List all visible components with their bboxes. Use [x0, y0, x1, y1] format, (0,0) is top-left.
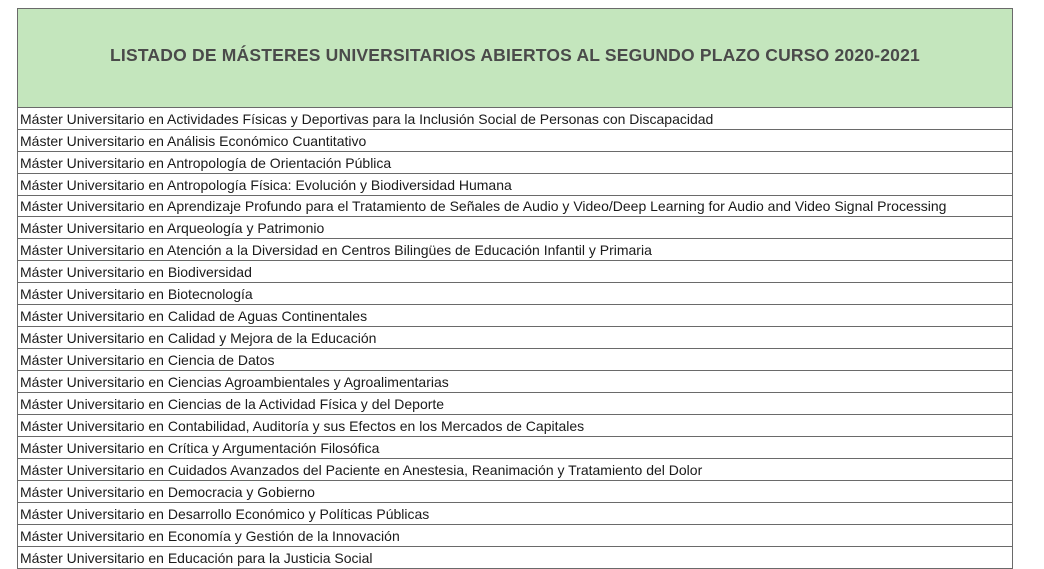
- table-row[interactable]: Máster Universitario en Arqueología y Patrimonio: [18, 217, 1012, 239]
- table-row[interactable]: Máster Universitario en Aprendizaje Profundo para el Tratamiento de Señales de Audio y Video/Deep Learning for Audio and Video Signal Processing: [18, 196, 1012, 217]
- table-row[interactable]: Máster Universitario en Ciencia de Datos: [18, 349, 1012, 371]
- table-row[interactable]: Máster Universitario en Cuidados Avanzados del Paciente en Anestesia, Reanimación y Tratamiento del Dolor: [18, 459, 1012, 481]
- table-row[interactable]: Máster Universitario en Actividades Físicas y Deportivas para la Inclusión Social de Personas con Discapacidad: [18, 108, 1012, 130]
- table-row[interactable]: Máster Universitario en Análisis Económico Cuantitativo: [18, 130, 1012, 152]
- table-row[interactable]: Máster Universitario en Antropología Física: Evolución y Biodiversidad Humana: [18, 174, 1012, 196]
- header-cell[interactable]: [17, 8, 1013, 108]
- table-row[interactable]: Máster Universitario en Democracia y Gobierno: [18, 481, 1012, 503]
- table-row[interactable]: Máster Universitario en Biotecnología: [18, 283, 1012, 305]
- table-row[interactable]: Máster Universitario en Crítica y Argumentación Filosófica: [18, 437, 1012, 459]
- table-row[interactable]: Máster Universitario en Biodiversidad: [18, 261, 1012, 283]
- table-row[interactable]: Máster Universitario en Calidad de Aguas Continentales: [18, 305, 1012, 327]
- table-row[interactable]: Máster Universitario en Atención a la Diversidad en Centros Bilingües de Educación Infantil y Primaria: [18, 239, 1012, 261]
- table-row[interactable]: Máster Universitario en Contabilidad, Auditoría y sus Efectos en los Mercados de Capitales: [18, 415, 1012, 437]
- table-row[interactable]: Máster Universitario en Antropología de Orientación Pública: [18, 152, 1012, 174]
- table-row[interactable]: Máster Universitario en Economía y Gestión de la Innovación: [18, 525, 1012, 547]
- page-title: LISTADO DE MÁSTERES UNIVERSITARIOS ABIERTOS AL SEGUNDO PLAZO CURSO 2020-2021: [110, 44, 920, 65]
- table-row[interactable]: Máster Universitario en Ciencias de la Actividad Física y del Deporte: [18, 393, 1012, 415]
- table-row[interactable]: Máster Universitario en Desarrollo Económico y Políticas Públicas: [18, 503, 1012, 525]
- table-row[interactable]: Máster Universitario en Calidad y Mejora de la Educación: [18, 327, 1012, 349]
- table-row[interactable]: Máster Universitario en Ciencias Agroambientales y Agroalimentarias: [18, 371, 1012, 393]
- spreadsheet: [17, 8, 1013, 569]
- table-row[interactable]: Máster Universitario en Educación para la Justicia Social: [18, 547, 1012, 569]
- masters-list: [17, 108, 1013, 569]
